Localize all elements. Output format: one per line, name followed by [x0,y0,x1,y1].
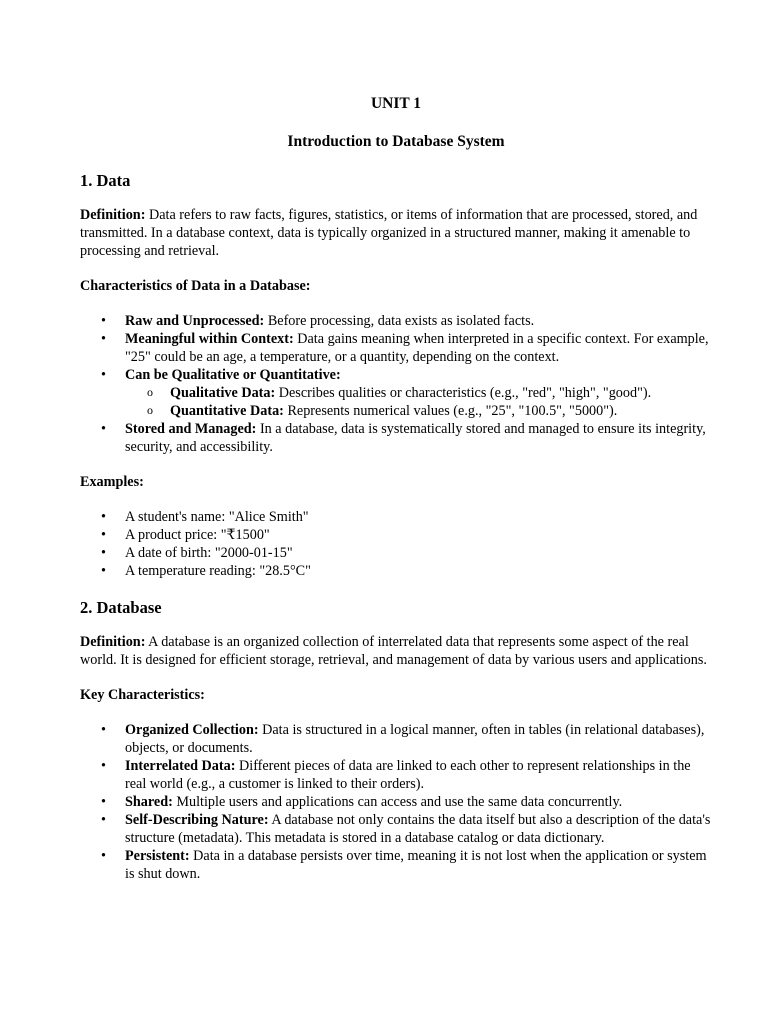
item-label: Meaningful within Context: [125,331,294,347]
example-text: A product price: "₹1500" [125,527,270,543]
bullet-icon: • [101,331,106,347]
sub-list-item [125,384,712,402]
examples-heading: Examples: [80,474,144,490]
example-text: A date of birth: "2000-01-15" [125,545,293,561]
item-label: Persistent: [125,848,190,864]
item-label: Can be Qualitative or Quantitative: [125,367,341,383]
examples-list [80,508,712,580]
list-item [80,526,712,544]
bullet-icon: • [101,313,106,329]
data-definition [80,206,712,260]
example-text: A temperature reading: "28.5°C" [125,563,311,579]
item-text: Data in a database persists over time, meaning it is not lost when the application or system is shut down. [125,848,707,882]
bullet-icon: • [101,527,106,543]
unit-heading: UNIT 1 [370,95,422,112]
sub-list [125,384,712,420]
item-text: Different pieces of data are linked to each other to represent relationships in the real world (e.g., a customer is linked to their orders). [125,758,691,792]
list-item [80,330,712,366]
sub-bullet-icon: o [147,403,153,417]
item-label: Self-Describing Nature: [125,812,269,828]
sub-item-label: Quantitative Data: [170,403,284,419]
item-text: Data gains meaning when interpreted in a specific context. For example, "25" could be an age, a temperature, or a quantity, depending on the context. [125,331,709,365]
bullet-icon: • [101,812,106,828]
list-item [80,366,712,420]
item-label: Stored and Managed: [125,421,257,437]
section-heading-data: 1. Data [80,171,131,190]
item-text: Multiple users and applications can access and use the same data concurrently. [172,794,623,810]
item-label: Raw and Unprocessed: [125,313,265,329]
item-label: Shared: [125,794,173,810]
list-item [80,757,712,793]
list-item [80,508,712,526]
key-characteristics-heading: Key Characteristics: [80,687,205,703]
section-heading-database: 2. Database [80,598,162,617]
list-item [80,811,712,847]
list-item [80,312,712,330]
bullet-icon: • [101,722,106,738]
bullet-icon: • [101,794,106,810]
bullet-icon: • [101,848,106,864]
definition-text: A database is an organized collection of interrelated data that represents some aspect of the real world. It is designed for efficient storage, retrieval, and management of data by various users and applications. [80,634,707,668]
item-text: Data is structured in a logical manner, often in tables (in relational databases), objects, or documents. [125,722,705,756]
document-title: Introduction to Database System [287,133,505,150]
list-item [80,793,712,811]
bullet-icon: • [101,509,106,525]
list-item [80,721,712,757]
sub-item-text: Describes qualities or characteristics (e.g., "red", "high", "good"). [275,385,652,401]
bullet-icon: • [101,421,106,437]
database-definition [80,633,712,669]
bullet-icon: • [101,545,106,561]
definition-label: Definition: [80,207,146,223]
item-text: Before processing, data exists as isolated facts. [264,313,535,329]
characteristics-list [80,312,712,456]
list-item [80,847,712,883]
item-text: In a database, data is systematically stored and managed to ensure its integrity, security, and accessibility. [125,421,706,455]
definition-text: Data refers to raw facts, figures, statistics, or items of information that are processed, stored, and transmitted. In a database context, data is typically organized in a structured manner, making it amenable to processing and retrieval. [80,207,698,259]
example-text: A student's name: "Alice Smith" [125,509,309,525]
item-label: Organized Collection: [125,722,259,738]
item-text: A database not only contains the data itself but also a description of the data's structure (metadata). This metadata is stored in a database catalog or data dictionary. [125,812,711,846]
document-page [80,94,712,900]
definition-label: Definition: [80,634,146,650]
bullet-icon: • [101,563,106,579]
list-item [80,544,712,562]
sub-bullet-icon: o [147,385,153,399]
sub-item-label: Qualitative Data: [170,385,276,401]
characteristics-heading: Characteristics of Data in a Database: [80,278,311,294]
sub-list-item [125,402,712,420]
item-label: Interrelated Data: [125,758,236,774]
bullet-icon: • [101,758,106,774]
bullet-icon: • [101,367,106,383]
key-characteristics-list [80,721,712,883]
list-item [80,562,712,580]
sub-item-text: Represents numerical values (e.g., "25", "100.5", "5000"). [283,403,618,419]
list-item [80,420,712,456]
